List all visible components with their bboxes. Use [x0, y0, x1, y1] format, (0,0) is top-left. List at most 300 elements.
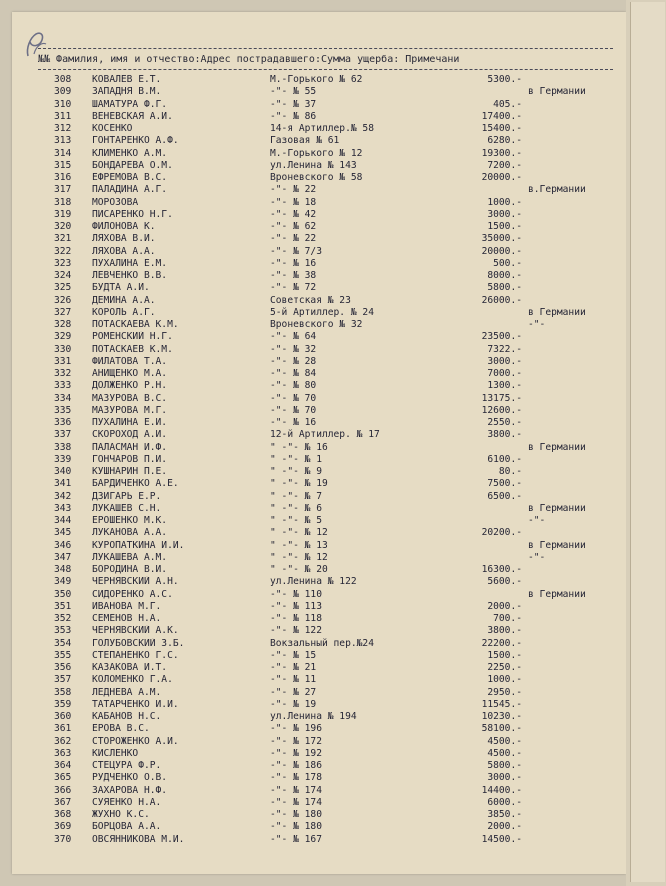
row-name: ЗАХАРОВА Н.Ф.: [92, 784, 168, 796]
row-address: М.-Горького № 62: [270, 74, 363, 85]
row-name: ПУХАЛИНА Е.М.: [92, 257, 168, 269]
row-number: 332: [54, 368, 72, 379]
table-row: [0, 527, 666, 539]
row-address: -"- № 110: [270, 588, 322, 600]
row-address: -"- № 86: [270, 110, 317, 122]
table-row: [0, 86, 666, 98]
table-row: [0, 160, 666, 172]
row-damage-sum: 19300.-: [481, 147, 522, 159]
row-name: МАЗУРОВА В.С.: [92, 392, 168, 404]
row-damage-sum: 4500.-: [487, 747, 522, 759]
row-name: РОМЕНСКИЙ Н.Г.: [92, 331, 173, 343]
row-address: -"- № 186: [270, 760, 322, 771]
table-row: [0, 503, 666, 515]
table-row: [0, 797, 666, 809]
row-number: 334: [54, 392, 72, 404]
row-damage-sum: 2000.-: [487, 600, 522, 612]
row-address: -"- № 15: [270, 649, 317, 661]
row-name: ЖУХНО К.С.: [92, 809, 150, 820]
row-name: СКОРОХОД А.И.: [92, 429, 168, 441]
row-number: 328: [54, 319, 72, 330]
row-damage-sum: 17400.-: [481, 110, 522, 122]
row-address: " -"- № 20: [270, 564, 328, 575]
row-number: 345: [54, 527, 72, 539]
row-address: Вроневского № 58: [270, 172, 363, 183]
row-name: ПОТАСКАЕВА К.М.: [92, 319, 179, 330]
table-row: [0, 625, 666, 637]
table-row: [0, 258, 666, 270]
row-name: ЕРОШЕНКО М.К.: [92, 515, 168, 526]
row-name: СТЕЦУРА Ф.Р.: [92, 760, 162, 771]
row-address: " -"- № 5: [270, 515, 322, 526]
row-name: БУДТА А.И.: [92, 282, 150, 294]
row-damage-sum: 1000.-: [487, 674, 522, 686]
row-name: КАБАНОВ Н.С.: [92, 711, 162, 722]
row-name: АНИЩЕНКО М.А.: [92, 368, 168, 379]
row-address: Вокзальный пер.№24: [270, 637, 374, 649]
table-row: [0, 638, 666, 650]
row-note: -"-: [528, 551, 546, 563]
table-row: [0, 491, 666, 503]
table-row: [0, 674, 666, 686]
row-number: 336: [54, 417, 72, 428]
table-row: [0, 319, 666, 331]
row-address: -"- № 118: [270, 613, 322, 624]
row-number: 359: [54, 698, 72, 710]
row-number: 313: [54, 135, 72, 147]
row-number: 344: [54, 515, 72, 526]
table-row: [0, 650, 666, 662]
row-name: ГОНЧАРОВ П.И.: [92, 453, 168, 465]
row-address: -"- № 16: [270, 257, 317, 269]
row-number: 310: [54, 98, 72, 110]
row-damage-sum: 13175.-: [481, 392, 522, 404]
table-header: №№ Фамилия, имя и отчество:Адрес пострадавшего:Сумма ущерба: Примечани: [38, 54, 460, 65]
row-number: 335: [54, 404, 72, 416]
row-number: 357: [54, 674, 72, 686]
row-number: 317: [54, 184, 72, 196]
row-address: -"- № 70: [270, 392, 317, 404]
table-row: [0, 148, 666, 160]
row-number: 350: [54, 588, 72, 600]
row-note: в Германии: [528, 441, 586, 453]
table-row: [0, 589, 666, 601]
table-row: [0, 687, 666, 699]
row-name: ПАЛАСМАН И.Ф.: [92, 441, 168, 453]
table-row: [0, 748, 666, 760]
row-address: -"- № 22: [270, 233, 317, 245]
row-name: ЧЕРНЯВСКИЙ А.Н.: [92, 576, 179, 588]
row-address: -"- № 167: [270, 833, 322, 845]
row-number: 349: [54, 576, 72, 588]
row-name: ДОЛЖЕНКО Р.Н.: [92, 380, 168, 392]
row-address: М.-Горького № 12: [270, 147, 363, 159]
row-damage-sum: 12600.-: [481, 404, 522, 416]
header-rule-bottom: [38, 69, 613, 70]
row-number: 333: [54, 380, 72, 392]
row-address: -"- № 27: [270, 686, 317, 698]
row-number: 322: [54, 245, 72, 257]
row-damage-sum: 1300.-: [487, 380, 522, 392]
row-name: КИСЛЕНКО: [92, 747, 139, 759]
table-row: [0, 246, 666, 258]
row-note: в Германии: [528, 502, 586, 514]
row-number: 319: [54, 208, 72, 220]
row-damage-sum: 6500.-: [487, 490, 522, 502]
row-address: -"- № 32: [270, 343, 317, 355]
table-row: [0, 172, 666, 184]
row-number: 318: [54, 196, 72, 208]
table-row: [0, 233, 666, 245]
row-number: 338: [54, 441, 72, 453]
table-row: [0, 834, 666, 846]
row-number: 363: [54, 747, 72, 759]
row-name: ДЗИГАРЬ Е.Р.: [92, 490, 162, 502]
row-name: ЧЕРНЯВСКИЙ А.К.: [92, 625, 179, 637]
table-row: [0, 270, 666, 282]
row-number: 339: [54, 453, 72, 465]
row-address: -"- № 22: [270, 184, 317, 196]
row-address: -"- № 178: [270, 772, 322, 784]
table-row: [0, 466, 666, 478]
row-name: СТЕПАНЕНКО Г.С.: [92, 649, 179, 661]
row-note: в Германии: [528, 588, 586, 600]
table-row: [0, 307, 666, 319]
row-damage-sum: 7200.-: [487, 159, 522, 171]
row-note: в.Германии: [528, 184, 586, 196]
row-address: " -"- № 7: [270, 490, 322, 502]
row-damage-sum: 14500.-: [481, 833, 522, 845]
table-row: [0, 601, 666, 613]
table-row: [0, 809, 666, 821]
row-name: ОВСЯННИКОВА М.И.: [92, 833, 185, 845]
row-damage-sum: 58100.-: [481, 723, 522, 735]
row-address: -"- № 7/3: [270, 245, 322, 257]
row-address: ул.Ленина № 143: [270, 159, 357, 171]
row-damage-sum: 5600.-: [487, 576, 522, 588]
row-name: ЕФРЕМОВА В.С.: [92, 172, 168, 183]
table-row: [0, 613, 666, 625]
row-damage-sum: 20000.-: [481, 172, 522, 183]
row-damage-sum: 3850.-: [487, 809, 522, 820]
row-name: ЛУКАНОВА А.А.: [92, 527, 168, 539]
row-address: Вроневского № 32: [270, 319, 363, 330]
row-name: КАЗАКОВА И.Т.: [92, 662, 168, 673]
table-row: [0, 295, 666, 307]
row-name: ПУХАЛИНА Е.И.: [92, 417, 168, 428]
table-row: [0, 736, 666, 748]
row-number: 351: [54, 600, 72, 612]
row-address: -"- № 192: [270, 747, 322, 759]
row-damage-sum: 10230.-: [481, 711, 522, 722]
table-row: [0, 711, 666, 723]
row-address: " -"- № 6: [270, 502, 322, 514]
row-address: -"- № 80: [270, 380, 317, 392]
table-row: [0, 564, 666, 576]
row-name: ФИЛАТОВА Т.А.: [92, 355, 168, 367]
row-damage-sum: 5800.-: [487, 282, 522, 294]
row-address: -"- № 42: [270, 208, 317, 220]
row-damage-sum: 16300.-: [481, 564, 522, 575]
row-number: 323: [54, 257, 72, 269]
row-address: " -"- № 1: [270, 453, 322, 465]
row-damage-sum: 3000.-: [487, 355, 522, 367]
row-address: -"- № 16: [270, 417, 317, 428]
row-number: 347: [54, 551, 72, 563]
table-row: [0, 282, 666, 294]
row-number: 343: [54, 502, 72, 514]
table-row: [0, 123, 666, 135]
table-row: [0, 368, 666, 380]
table-row: [0, 111, 666, 123]
row-address: -"- № 122: [270, 625, 322, 637]
row-name: КОРОЛЬ А.Г.: [92, 306, 156, 318]
table-row: [0, 380, 666, 392]
row-name: ЗАПАДНЯ В.М.: [92, 86, 162, 98]
row-address: -"- № 38: [270, 270, 317, 281]
row-address: -"- № 84: [270, 368, 317, 379]
row-damage-sum: 7322.-: [487, 343, 522, 355]
row-name: ЛЕВЧЕНКО В.В.: [92, 270, 168, 281]
row-number: 348: [54, 564, 72, 575]
row-address: -"- № 37: [270, 98, 317, 110]
row-address: -"- № 70: [270, 404, 317, 416]
row-damage-sum: 11545.-: [481, 698, 522, 710]
row-name: СИДОРЕНКО А.С.: [92, 588, 173, 600]
row-number: 320: [54, 221, 72, 232]
row-name: БОРОДИНА В.И.: [92, 564, 168, 575]
row-damage-sum: 700.-: [493, 613, 522, 624]
row-address: ул.Ленина № 194: [270, 711, 357, 722]
row-name: СУЯЕНКО Н.А.: [92, 796, 162, 808]
row-name: РУДЧЕНКО О.В.: [92, 772, 168, 784]
row-number: 369: [54, 821, 72, 833]
table-row: [0, 723, 666, 735]
table-row: [0, 772, 666, 784]
row-name: КУРОПАТКИНА И.И.: [92, 539, 185, 551]
row-address: Советская № 23: [270, 294, 351, 306]
table-row: [0, 184, 666, 196]
row-number: 316: [54, 172, 72, 183]
row-address: " -"- № 9: [270, 466, 322, 477]
row-name: МОРОЗОВА: [92, 196, 139, 208]
row-name: ГОНТАРЕНКО А.Ф.: [92, 135, 179, 147]
row-damage-sum: 22200.-: [481, 637, 522, 649]
row-number: 346: [54, 539, 72, 551]
row-number: 324: [54, 270, 72, 281]
table-row: [0, 197, 666, 209]
row-address: 12-й Артиллер. № 17: [270, 429, 380, 441]
row-number: 367: [54, 796, 72, 808]
table-row: [0, 331, 666, 343]
row-number: 327: [54, 306, 72, 318]
table-row: [0, 135, 666, 147]
row-number: 326: [54, 294, 72, 306]
row-name: КОСЕНКО: [92, 123, 133, 134]
row-number: 337: [54, 429, 72, 441]
row-damage-sum: 20200.-: [481, 527, 522, 539]
table-row: [0, 760, 666, 772]
row-name: БОРЦОВА А.А.: [92, 821, 162, 833]
table-row: [0, 221, 666, 233]
table-row: [0, 74, 666, 86]
row-note: в Германии: [528, 86, 586, 98]
row-number: 353: [54, 625, 72, 637]
header-rule-top: [38, 48, 613, 49]
row-damage-sum: 7500.-: [487, 478, 522, 490]
row-number: 358: [54, 686, 72, 698]
row-name: КОВАЛЕВ Е.Т.: [92, 74, 162, 85]
table-row: [0, 393, 666, 405]
row-damage-sum: 23500.-: [481, 331, 522, 343]
row-damage-sum: 2950.-: [487, 686, 522, 698]
row-address: -"- № 72: [270, 282, 317, 294]
table-row: [0, 662, 666, 674]
table-row: [0, 478, 666, 490]
row-name: БАРДИЧЕНКО А.Е.: [92, 478, 179, 490]
row-number: 370: [54, 833, 72, 845]
row-number: 311: [54, 110, 72, 122]
row-damage-sum: 20000.-: [481, 245, 522, 257]
row-number: 356: [54, 662, 72, 673]
row-number: 360: [54, 711, 72, 722]
row-address: 14-я Артиллер.№ 58: [270, 123, 374, 134]
table-row: [0, 99, 666, 111]
row-number: 352: [54, 613, 72, 624]
row-name: ФИЛОНОВА К.: [92, 221, 156, 232]
row-note: -"-: [528, 515, 546, 526]
row-name: ПАЛАДИНА А.Г.: [92, 184, 168, 196]
row-damage-sum: 15400.-: [481, 123, 522, 134]
table-row: [0, 429, 666, 441]
table-row: [0, 209, 666, 221]
row-name: ПОТАСКАЕВ К.М.: [92, 343, 173, 355]
row-name: ВЕНЕВСКАЯ А.И.: [92, 110, 173, 122]
row-note: в Германии: [528, 306, 586, 318]
row-address: -"- № 62: [270, 221, 317, 232]
row-name: ЛЯХОВА В.И.: [92, 233, 156, 245]
row-number: 321: [54, 233, 72, 245]
row-name: ЕРОВА В.С.: [92, 723, 150, 735]
row-damage-sum: 3800.-: [487, 429, 522, 441]
row-number: 330: [54, 343, 72, 355]
row-address: Газовая № 61: [270, 135, 340, 147]
row-damage-sum: 14400.-: [481, 784, 522, 796]
row-name: ЛЕДНЕВА А.М.: [92, 686, 162, 698]
row-address: -"- № 180: [270, 821, 322, 833]
row-name: КОЛОМЕНКО Г.А.: [92, 674, 173, 686]
row-damage-sum: 5300.-: [487, 74, 522, 85]
row-number: 355: [54, 649, 72, 661]
row-number: 342: [54, 490, 72, 502]
row-damage-sum: 2550.-: [487, 417, 522, 428]
table-row: [0, 356, 666, 368]
row-address: ул.Ленина № 122: [270, 576, 357, 588]
row-address: -"- № 174: [270, 784, 322, 796]
row-number: 366: [54, 784, 72, 796]
row-number: 368: [54, 809, 72, 820]
row-address: -"- № 11: [270, 674, 317, 686]
table-row: [0, 417, 666, 429]
row-damage-sum: 405.-: [493, 98, 522, 110]
row-address: -"- № 196: [270, 723, 322, 735]
row-damage-sum: 2250.-: [487, 662, 522, 673]
row-address: " -"- № 19: [270, 478, 328, 490]
row-address: -"- № 172: [270, 735, 322, 747]
row-damage-sum: 1500.-: [487, 221, 522, 232]
row-address: -"- № 180: [270, 809, 322, 820]
row-name: ГОЛУБОВСКИЙ З.Б.: [92, 637, 185, 649]
table-row: [0, 785, 666, 797]
row-number: 314: [54, 147, 72, 159]
row-number: 340: [54, 466, 72, 477]
row-name: СЕМЕНОВ Н.А.: [92, 613, 162, 624]
row-damage-sum: 5800.-: [487, 760, 522, 771]
row-address: " -"- № 12: [270, 527, 328, 539]
row-address: -"- № 55: [270, 86, 317, 98]
row-damage-sum: 7000.-: [487, 368, 522, 379]
table-row: [0, 344, 666, 356]
row-name: ДЕМИНА А.А.: [92, 294, 156, 306]
row-name: СТОРОЖЕНКО А.И.: [92, 735, 179, 747]
row-number: 341: [54, 478, 72, 490]
row-damage-sum: 8000.-: [487, 270, 522, 281]
row-address: " -"- № 16: [270, 441, 328, 453]
row-address: -"- № 64: [270, 331, 317, 343]
row-number: 361: [54, 723, 72, 735]
row-name: ТАТАРЧЕНКО И.И.: [92, 698, 179, 710]
row-damage-sum: 4500.-: [487, 735, 522, 747]
table-row: [0, 540, 666, 552]
row-address: -"- № 18: [270, 196, 317, 208]
row-note: -"-: [528, 319, 546, 330]
row-number: 364: [54, 760, 72, 771]
table-row: [0, 821, 666, 833]
row-name: ЛЯХОВА А.А.: [92, 245, 156, 257]
row-number: 362: [54, 735, 72, 747]
row-address: -"- № 21: [270, 662, 317, 673]
row-damage-sum: 35000.-: [481, 233, 522, 245]
row-address: -"- № 19: [270, 698, 317, 710]
table-row: [0, 454, 666, 466]
row-name: МАЗУРОВА М.Г.: [92, 404, 168, 416]
row-name: ШАМАТУРА Ф.Г.: [92, 98, 168, 110]
row-name: ЛУКАШЕВ С.Н.: [92, 502, 162, 514]
row-damage-sum: 500.-: [493, 257, 522, 269]
row-number: 308: [54, 74, 72, 85]
row-damage-sum: 3000.-: [487, 772, 522, 784]
row-damage-sum: 2000.-: [487, 821, 522, 833]
row-name: ИВАНОВА М.Г.: [92, 600, 162, 612]
row-damage-sum: 6100.-: [487, 453, 522, 465]
row-damage-sum: 1000.-: [487, 196, 522, 208]
row-number: 354: [54, 637, 72, 649]
row-address: -"- № 113: [270, 600, 322, 612]
row-address: -"- № 28: [270, 355, 317, 367]
table-row: [0, 576, 666, 588]
row-address: -"- № 174: [270, 796, 322, 808]
row-damage-sum: 3800.-: [487, 625, 522, 637]
row-number: 365: [54, 772, 72, 784]
table-row: [0, 552, 666, 564]
row-damage-sum: 6000.-: [487, 796, 522, 808]
table-row: [0, 442, 666, 454]
row-name: ПИСАРЕНКО Н.Г.: [92, 208, 173, 220]
table-row: [0, 405, 666, 417]
row-number: 331: [54, 355, 72, 367]
row-damage-sum: 80.-: [498, 466, 522, 477]
row-name: КЛИМЕНКО А.М.: [92, 147, 168, 159]
